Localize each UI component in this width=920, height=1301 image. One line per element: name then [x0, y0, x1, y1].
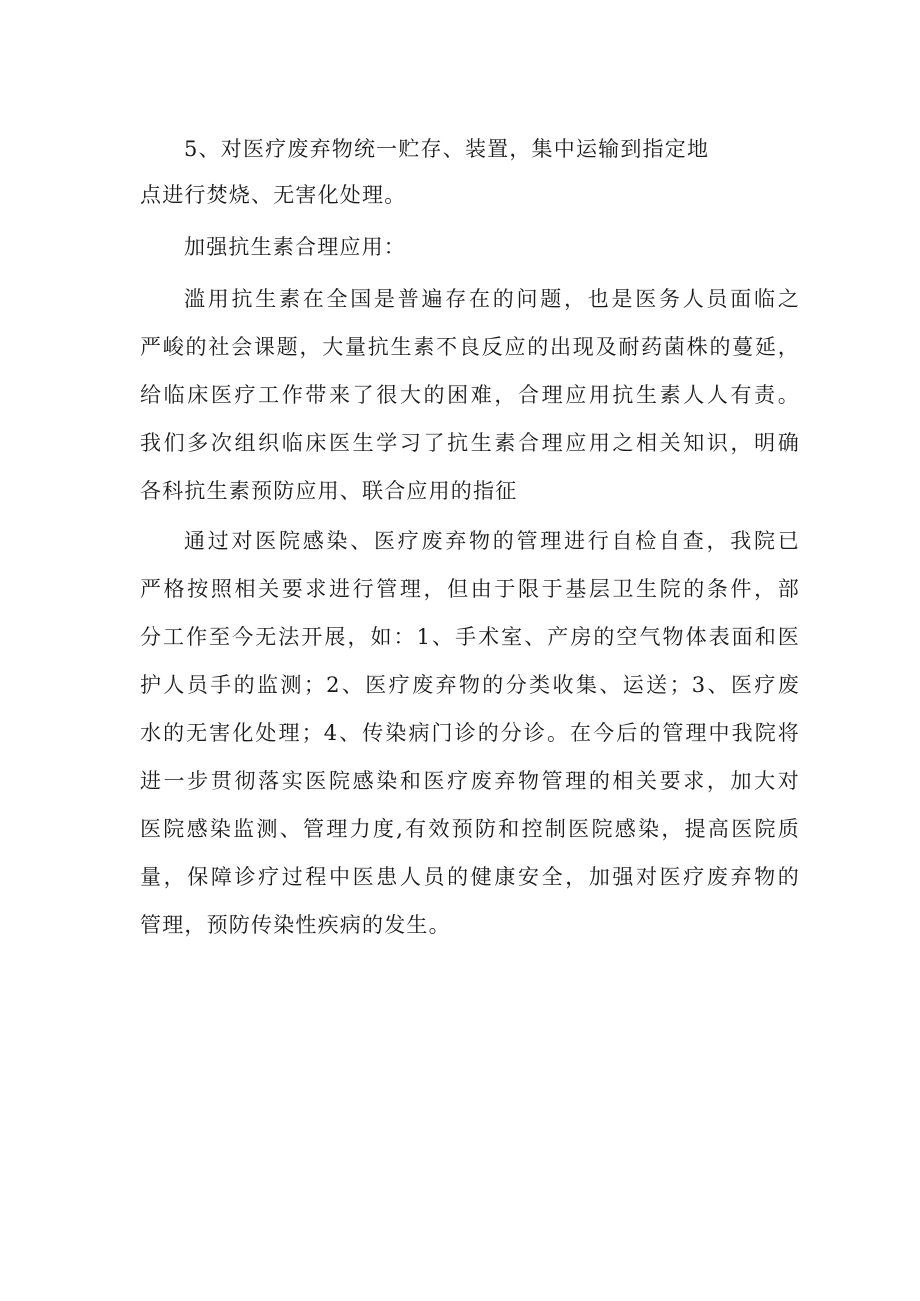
- paragraph-line: 滥用抗生素在全国是普遍存在的问题，也是医务人员面临之: [184, 287, 800, 311]
- paragraph-line: 各科抗生素预防应用、联合应用的指征: [140, 479, 518, 503]
- paragraph-line: 严格按照相关要求进行管理，但由于限于基层卫生院的条件，部: [140, 577, 800, 601]
- paragraph-line: 点进行焚烧、无害化处理。: [140, 183, 407, 207]
- paragraph-line: 护人员手的监测；2、医疗废弃物的分类收集、运送；3、医疗废: [140, 673, 800, 697]
- paragraph-line: 通过对医院感染、医疗废弃物的管理进行自检自查，我院已: [184, 529, 800, 553]
- paragraph-line: 分工作至今无法开展，如：1、手术室、产房的空气物体表面和医: [140, 625, 800, 649]
- section-heading: 加强抗生素合理应用：: [184, 235, 406, 259]
- paragraph-line: 5、对医疗废弃物统一贮存、装置，集中运输到指定地: [184, 137, 710, 161]
- paragraph-line: 给临床医疗工作带来了很大的困难，合理应用抗生素人人有责。: [140, 383, 800, 407]
- paragraph-line: 量，保障诊疗过程中医患人员的健康安全，加强对医疗废弃物的: [140, 865, 800, 889]
- paragraph-line: 医院感染监测、管理力度,有效预防和控制医院感染，提高医院质: [140, 817, 800, 841]
- paragraph-line: 严峻的社会课题，大量抗生素不良反应的出现及耐药菌株的蔓延，: [140, 335, 800, 359]
- paragraph-line: 进一步贯彻落实医院感染和医疗废弃物管理的相关要求，加大对: [140, 769, 800, 793]
- paragraph-line: 我们多次组织临床医生学习了抗生素合理应用之相关知识，明确: [140, 431, 800, 455]
- document-body: [140, 128, 800, 949]
- paragraph-line: 水的无害化处理；4、传染病门诊的分诊。在今后的管理中我院将: [140, 721, 800, 745]
- paragraph-line: 管理，预防传染性疾病的发生。: [140, 913, 451, 937]
